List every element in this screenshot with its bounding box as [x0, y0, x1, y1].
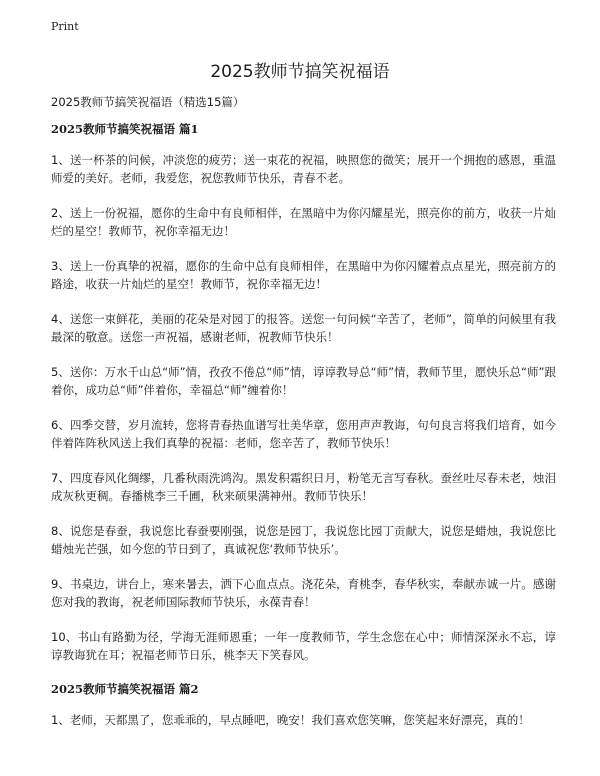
section-heading-2: 2025教师节搞笑祝福语 篇2: [51, 682, 199, 696]
paragraph-1-6: 6、四季交替，岁月流转，您将青春热血谱写壮美华章，您用声声教诲，句句良言将我们培育，如今伴着阵阵秋风送上我们真挚的祝福：老师，您辛苦了，教师节快乐！: [51, 418, 556, 450]
section-heading-1: 2025教师节搞笑祝福语 篇1: [51, 122, 199, 136]
paragraph-1-5: 5、送你：万水千山总“师”情，孜孜不倦总“师”情，谆谆教导总“师”情，教师节里，愿快乐总“师”跟着你，成功总“师”伴着你，幸福总“师”缠着你！: [51, 365, 556, 397]
paragraph-1-2: 2、送上一份祝福，愿你的生命中有良师相伴，在黑暗中为你闪耀星光，照亮你的前方，收获一片灿烂的星空！教师节，祝你幸福无边！: [51, 206, 556, 238]
paragraph-1-7: 7、四度春风化绸缪，几番秋雨洗鸿沟。黑发积霜织日月，粉笔无言写春秋。蚕丝吐尽春未老，烛泪成灰秋更稠。春播桃李三千圃，秋来硕果满神州。教师节快乐！: [51, 471, 556, 503]
print-link[interactable]: Print: [51, 20, 79, 33]
document-subtitle: 2025教师节搞笑祝福语（精选15篇）: [51, 95, 245, 109]
paragraph-2-1: 1、老师，天都黑了，您乖乖的，早点睡吧，晚安！我们喜欢您笑嘛，您笑起来好漂亮，真的！: [51, 713, 530, 727]
article-content: [51, 121, 556, 746]
paragraph-1-3: 3、送上一份真挚的祝福，愿你的生命中总有良师相伴，在黑暗中为你闪耀着点点星光，照亮前方的路途，收获一片灿烂的星空！教师节，祝你幸福无边！: [51, 259, 556, 291]
paragraph-1-4: 4、送您一束鲜花，美丽的花朵是对园丁的报答。送您一句问候“辛苦了，老师”，简单的问候里有我最深的敬意。送您一声祝福，感谢老师，祝教师节快乐！: [51, 312, 556, 344]
paragraph-1-9: 9、书桌边，讲台上，寒来暑去，洒下心血点点。浇花朵，育桃李，春华秋实，奉献赤诚一片。感谢您对我的教诲，祝老师国际教师节快乐，永葆青春！: [51, 577, 556, 609]
paragraph-1-10: 10、书山有路勤为径，学海无涯师恩重；一年一度教师节，学生念您在心中；师情深深永不忘，谆谆教诲犹在耳；祝福老师节日乐，桃李天下笑春风。: [51, 630, 556, 662]
paragraph-1-8: 8、说您是春蚕，我说您比春蚕要刚强，说您是园丁，我说您比园丁贡献大，说您是蜡烛，我说您比蜡烛光芒强，如今您的节日到了，真诚祝您‘教师节快乐’。: [51, 524, 556, 556]
document-title: 2025教师节搞笑祝福语: [210, 62, 390, 82]
paragraph-1-1: 1、送一杯茶的问候，冲淡您的疲劳；送一束花的祝福，映照您的微笑；展开一个拥抱的感恩，重温师爱的美好。老师，我爱您，祝您教师节快乐，青春不老。: [51, 153, 556, 185]
